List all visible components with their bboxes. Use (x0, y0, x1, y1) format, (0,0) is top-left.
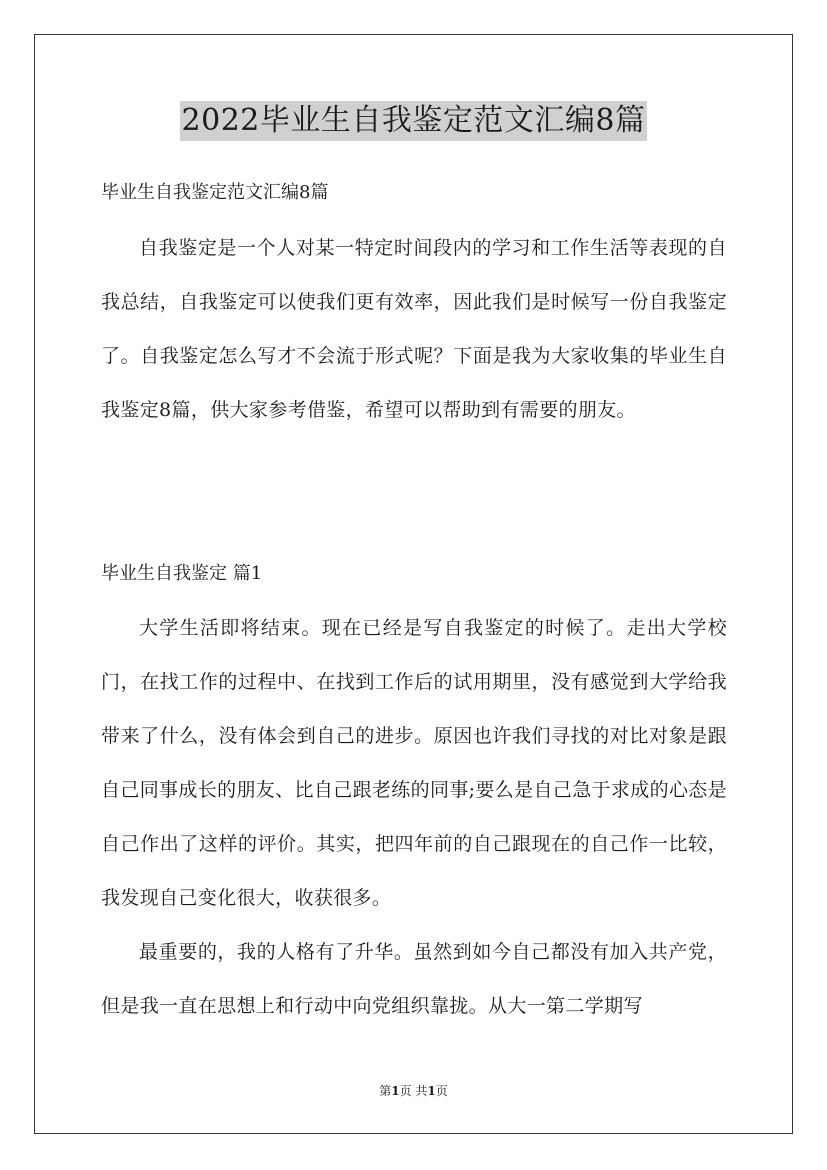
section-heading: 毕业生自我鉴定 篇1 (101, 563, 263, 584)
footer-mid: 页 共 (399, 1084, 428, 1098)
footer-prefix: 第 (379, 1084, 392, 1098)
footer-page-total: 1 (427, 1084, 436, 1098)
intro-paragraph: 自我鉴定是一个人对某一特定时间段内的学习和工作生活等表现的自我总结，自我鉴定可以使我们更有效率，因此我们是时候写一份自我鉴定了。自我鉴定怎么写才不会流于形式呢？下面是我为大家收集的毕业生自我鉴定8篇，供大家参考借鉴，希望可以帮助到有需要的朋友。 (101, 237, 727, 421)
section-paragraph-2: 最重要的，我的人格有了升华。虽然到如今自己都没有加入共产党，但是我一直在思想上和行动中向党组织靠拢。从大一第二学期写 (101, 941, 727, 1017)
title-container (0, 101, 827, 141)
section-paragraph-1: 大学生活即将结束。现在已经是写自我鉴定的时候了。走出大学校门，在找工作的过程中、在找到工作后的试用期里，没有感觉到大学给我带来了什么，没有体会到自己的进步。原因也许我们寻找的对比对象是跟自己同事成长的朋友、比自己跟老练的同事;要么是自己急于求成的心态是自己作出了这样的评价。其实，把四年前的自己跟现在的自己作一比较，我发现自己变化很大，收获很多。 (101, 617, 727, 909)
footer-suffix: 页 (435, 1084, 448, 1098)
footer-page-number: 1 (391, 1084, 400, 1098)
page-footer (0, 1083, 827, 1099)
document-subtitle: 毕业生自我鉴定范文汇编8篇 (101, 182, 329, 203)
document-title: 2022毕业生自我鉴定范文汇编8篇 (180, 101, 648, 141)
